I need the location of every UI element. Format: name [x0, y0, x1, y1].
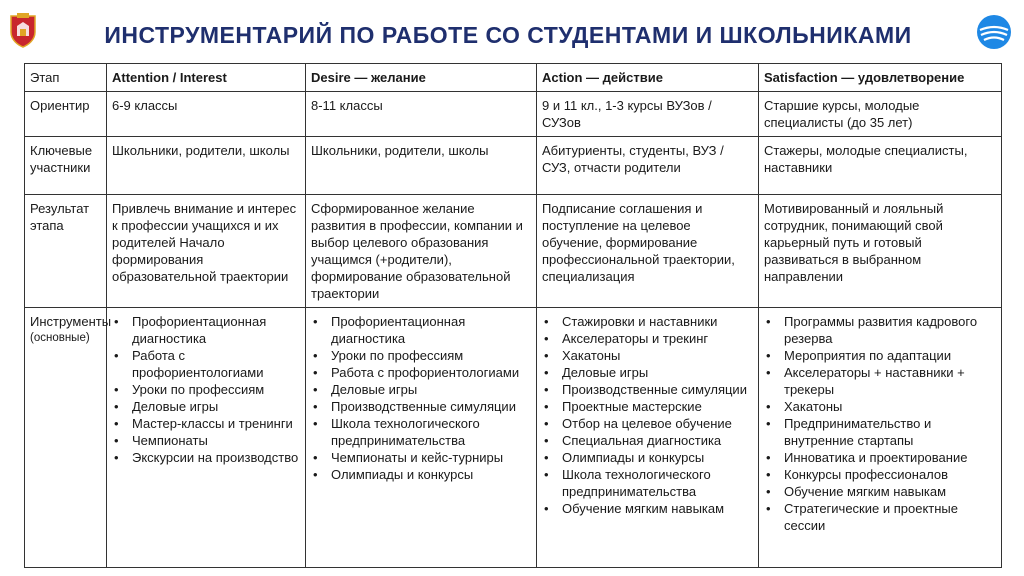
list-item: • Мастер-классы и тренинги [112, 415, 300, 432]
column-header-desire: Desire — желание [306, 64, 537, 92]
list-item: • Акселераторы + наставники + трекеры [764, 364, 996, 398]
table-cell: 6-9 классы [107, 92, 306, 137]
tools-table [24, 63, 1002, 568]
table-row-result [25, 195, 1002, 308]
list-item: • Предпринимательство и внутренние стартапы [764, 415, 996, 449]
row-label-participants: Ключевые участники [25, 137, 107, 195]
row-label-tools-sub: (основные) [30, 332, 90, 344]
table-cell: Школьники, родители, школы [107, 137, 306, 195]
tools-cell-satisfaction [759, 308, 1002, 568]
table-header-row [25, 64, 1002, 92]
list-item: • Специальная диагностика [542, 432, 753, 449]
column-header-satisfaction: Satisfaction — удовлетворение [759, 64, 1002, 92]
regional-coat-of-arms-icon [8, 12, 38, 48]
list-item: • Профориентационная диагностика [311, 313, 531, 347]
tools-list [311, 313, 531, 483]
row-label-result: Результат этапа [25, 195, 107, 308]
list-item: • Программы развития кадрового резерва [764, 313, 996, 347]
table-row-tools [25, 308, 1002, 568]
list-item: • Мероприятия по адаптации [764, 347, 996, 364]
list-item: • Производственные симуляции [542, 381, 753, 398]
list-item: • Уроки по профессиям [112, 381, 300, 398]
list-item: • Экскурсии на производство [112, 449, 300, 466]
table-row-participants [25, 137, 1002, 195]
row-label-tools [25, 308, 112, 568]
list-item: • Школа технологического предпринимательства [542, 466, 753, 500]
row-label-tools-text: Инструменты [30, 314, 112, 329]
table-cell: Сформированное желание развития в профессии, компании и выбор целевого образования учащимся (+родители), формирование образовательной траектории [306, 195, 537, 308]
list-item: • Конкурсы профессионалов [764, 466, 996, 483]
table-cell: Привлечь внимание и интерес к профессии учащихся и их родителей Начало формирования образовательной траектории [107, 195, 306, 308]
tools-list [112, 313, 300, 466]
tools-list [542, 313, 753, 517]
list-item: • Деловые игры [311, 381, 531, 398]
list-item: • Олимпиады и конкурсы [542, 449, 753, 466]
list-item: • Акселераторы и трекинг [542, 330, 753, 347]
column-header-attention: Attention / Interest [107, 64, 306, 92]
list-item: • Отбор на целевое обучение [542, 415, 753, 432]
list-item: • Профориентационная диагностика [112, 313, 300, 347]
table-cell: Стажеры, молодые специалисты, наставники [759, 137, 1002, 195]
list-item: • Чемпионаты и кейс-турниры [311, 449, 531, 466]
list-item: • Олимпиады и конкурсы [311, 466, 531, 483]
list-item: • Обучение мягким навыкам [542, 500, 753, 517]
list-item: • Работа с профориентологиами [112, 347, 300, 381]
list-item: • Деловые игры [112, 398, 300, 415]
list-item: • Проектные мастерские [542, 398, 753, 415]
row-label-orientir: Ориентир [25, 92, 107, 137]
tools-list [764, 313, 996, 534]
table-cell: Старшие курсы, молодые специалисты (до 35 лет) [759, 92, 1002, 137]
table-cell: Подписание соглашения и поступление на целевое обучение, формирование профессиональной траектории, специализация [537, 195, 759, 308]
list-item: • Уроки по профессиям [311, 347, 531, 364]
table-cell: Мотивированный и лояльный сотрудник, понимающий свой карьерный путь и готовый развиваться в выбранном направлении [759, 195, 1002, 308]
list-item: • Стажировки и наставники [542, 313, 753, 330]
list-item: • Инноватика и проектирование [764, 449, 996, 466]
table-cell: 8-11 классы [306, 92, 537, 137]
column-header-action: Action — действие [537, 64, 759, 92]
page-title: ИНСТРУМЕНТАРИЙ ПО РАБОТЕ СО СТУДЕНТАМИ И ШКОЛЬНИКАМИ [104, 22, 912, 48]
table-cell: Абитуриенты, студенты, ВУЗ / СУЗ, отчасти родители [537, 137, 759, 195]
column-header-stage: Этап [25, 64, 107, 92]
list-item: • Школа технологического предпринимательства [311, 415, 531, 449]
organization-logo-icon [976, 14, 1012, 50]
tools-cell-action [537, 308, 759, 568]
list-item: • Хакатоны [764, 398, 996, 415]
list-item: • Стратегические и проектные сессии [764, 500, 996, 534]
table-cell: Школьники, родители, школы [306, 137, 537, 195]
table-cell: 9 и 11 кл., 1-3 курсы ВУЗов / СУЗов [537, 92, 759, 137]
table-row-orientir [25, 92, 1002, 137]
list-item: • Работа с профориентологиами [311, 364, 531, 381]
list-item: • Обучение мягким навыкам [764, 483, 996, 500]
list-item: • Хакатоны [542, 347, 753, 364]
tools-cell-attention [107, 308, 306, 568]
tools-cell-desire [306, 308, 537, 568]
list-item: • Производственные симуляции [311, 398, 531, 415]
list-item: • Деловые игры [542, 364, 753, 381]
title-bar [0, 0, 1024, 62]
list-item: • Чемпионаты [112, 432, 300, 449]
